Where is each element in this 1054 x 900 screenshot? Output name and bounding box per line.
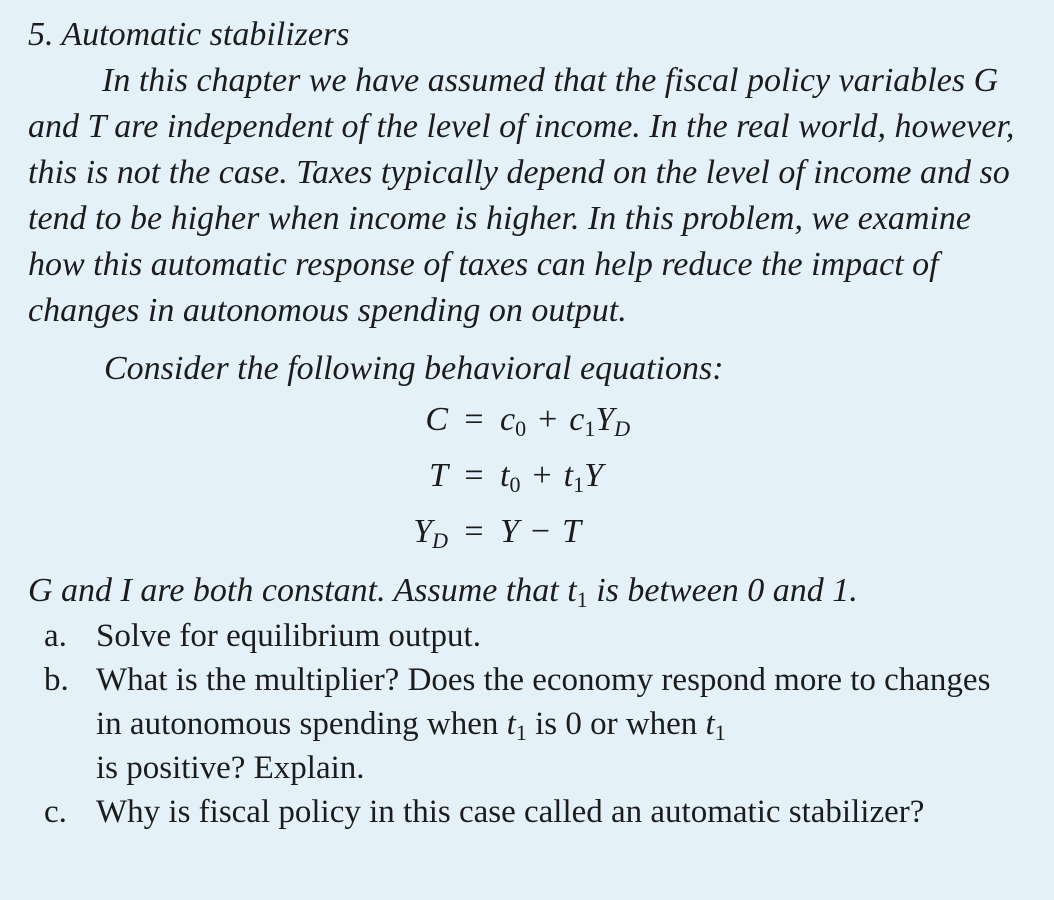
eq-operator: − (530, 513, 551, 550)
eq-sign: = (464, 457, 484, 494)
eq-term: Y (595, 401, 615, 438)
question-c (28, 790, 1024, 834)
question-text: Solve for equilibrium output. (96, 618, 481, 654)
eq-subscript: D (432, 528, 448, 553)
problem-intro: In this chapter we have assumed that the fiscal policy variables G and T are independent of the level of income. In the real world, however, this is not the case. Taxes typically depend on the level of income and so tend to be higher when income is higher. In this problem, we examine how this automatic response of taxes can help reduce the impact of changes in autonomous spending on output. (28, 62, 1015, 329)
var-t: t (567, 572, 577, 609)
question-a (28, 614, 1024, 658)
eq-sign: = (464, 401, 484, 438)
eq-lhs: Y (413, 513, 433, 550)
var-subscript: 1 (515, 720, 527, 745)
var-t: t (506, 706, 516, 742)
number-one: 1 (832, 572, 850, 609)
eq-term: Y (584, 457, 604, 494)
eq-subscript: 1 (573, 472, 585, 497)
equation-consumption (28, 392, 1024, 448)
number-zero: 0 (747, 572, 765, 609)
problem-condition: G and I are both constant. Assume that t1 is between 0 and 1. (28, 572, 858, 612)
eq-operator: + (538, 401, 558, 438)
eq-subscript: D (614, 416, 631, 441)
var-subscript: 1 (714, 720, 726, 745)
equation-taxes (28, 448, 1024, 504)
eq-term: Y (500, 513, 519, 550)
eq-sign: = (464, 513, 484, 550)
problem-title: 5. Automatic stabilizers (28, 16, 350, 53)
eq-term: T (562, 513, 582, 550)
eq-term: t (500, 457, 510, 494)
eq-term: t (563, 457, 574, 494)
question-list (28, 614, 1024, 834)
eq-term: c (569, 401, 585, 438)
question-marker: a. (44, 618, 67, 654)
eq-subscript: 1 (584, 416, 596, 441)
eq-lhs: T (429, 457, 448, 494)
var-subscript: 1 (576, 587, 588, 612)
question-b (28, 658, 1024, 790)
question-text: What is the multiplier? Does the economy respond more to changes in autonomous spending when t1 is 0 or when t1 is positive? Explain. (96, 662, 991, 786)
var-t: t (705, 706, 715, 742)
eq-subscript: 0 (509, 472, 521, 497)
question-text: Why is fiscal policy in this case called an automatic stabilizer? (96, 794, 925, 830)
eq-subscript: 0 (515, 416, 527, 441)
question-marker: b. (44, 662, 69, 698)
behavioral-equations (28, 392, 1024, 560)
equations-lead: Consider the following behavioral equations: (104, 350, 724, 387)
eq-term: c (500, 401, 516, 438)
question-marker: c. (44, 794, 67, 830)
eq-operator: + (532, 457, 552, 494)
eq-lhs: C (425, 401, 448, 438)
equation-disposable-income (28, 504, 1024, 560)
